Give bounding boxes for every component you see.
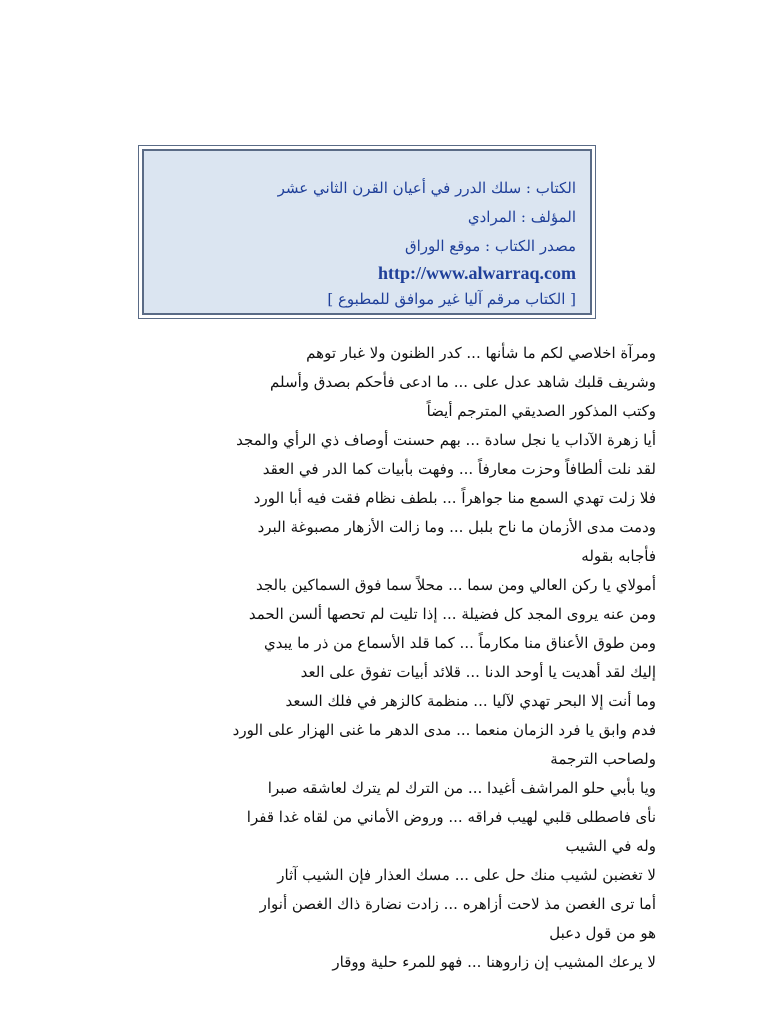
- book-source: مصدر الكتاب : موقع الوراق: [405, 237, 576, 255]
- text-line: لقد نلت ألطافاً وحزت معارفاً ... وفهت بأبيات كما الدر في العقد: [262, 460, 656, 478]
- text-line: ويا بأبي حلو المراشف أغيدا ... من الترك لم يترك لعاشقه صبرا: [267, 779, 656, 797]
- text-line: أما ترى الغصن مذ لاحت أزاهره ... زادت نضارة ذاك الغصن أنوار: [259, 895, 656, 913]
- digitization-note: [ الكتاب مرقم آليا غير موافق للمطبوع ]: [327, 290, 576, 308]
- text-line: وله في الشيب: [565, 837, 656, 855]
- book-info-panel: [142, 149, 592, 315]
- text-line: إليك لقد أهديت يا أوحد الدنا ... قلائد أبيات تفوق على العد: [300, 663, 656, 681]
- text-line: أمولاي يا ركن العالي ومن سما ... محلاً سما فوق السماكين بالجد: [255, 576, 656, 594]
- book-title: الكتاب : سلك الدرر في أعيان القرن الثاني عشر: [277, 179, 576, 197]
- text-line: ولصاحب الترجمة: [550, 750, 656, 768]
- source-url-link[interactable]: http://www.alwarraq.com: [378, 263, 576, 283]
- text-line: ومرآة اخلاصي لكم ما شأنها ... كدر الظنون ولا غبار توهم: [306, 344, 656, 362]
- text-line: أيا زهرة الآداب يا نجل سادة ... بهم حسنت أوصاف ذي الرأي والمجد: [236, 431, 656, 449]
- book-info-box: [138, 145, 596, 319]
- text-line: ومن طوق الأعناق منا مكارماً ... كما قلد الأسماع من ذر ما يبدي: [264, 634, 656, 652]
- text-line: وكتب المذكور الصديقي المترجم أيضاً: [426, 402, 656, 420]
- text-line: نأى فاصطلى قلبي لهيب فراقه ... وروض الأماني من لقاه غدا قفرا: [246, 808, 656, 826]
- text-line: فلا زلت تهدي السمع منا جواهراً ... بلطف نظام فقت فيه أبا الورد: [253, 489, 656, 507]
- text-line: لا تغضبن لشيب منك حل على ... مسك العذار فإن الشيب آثار: [277, 866, 656, 884]
- text-line: وما أنت إلا البحر تهدي لآليا ... منظمة كالزهر في فلك السعد: [285, 692, 656, 710]
- text-line: ودمت مدى الأزمان ما ناح بلبل ... وما زالت الأزهار مصبوغة البرد: [257, 518, 656, 536]
- book-author: المؤلف : المرادي: [467, 208, 576, 226]
- text-line: وشريف قلبك شاهد عدل على ... ما ادعى فأحكم بصدق وأسلم: [270, 373, 656, 391]
- text-line: فدم وابق يا فرد الزمان منعما ... مدى الدهر ما غنى الهزار على الورد: [232, 721, 656, 739]
- text-line: ومن عنه يروى المجد كل فضيلة ... إذا تليت لم تحصها ألسن الحمد: [248, 605, 656, 623]
- text-line: لا يرعك المشيب إن زاروهنا ... فهو للمرء حلية ووقار: [332, 953, 656, 971]
- text-line: فأجابه بقوله: [581, 547, 656, 565]
- text-line: هو من قول دعبل: [549, 924, 656, 942]
